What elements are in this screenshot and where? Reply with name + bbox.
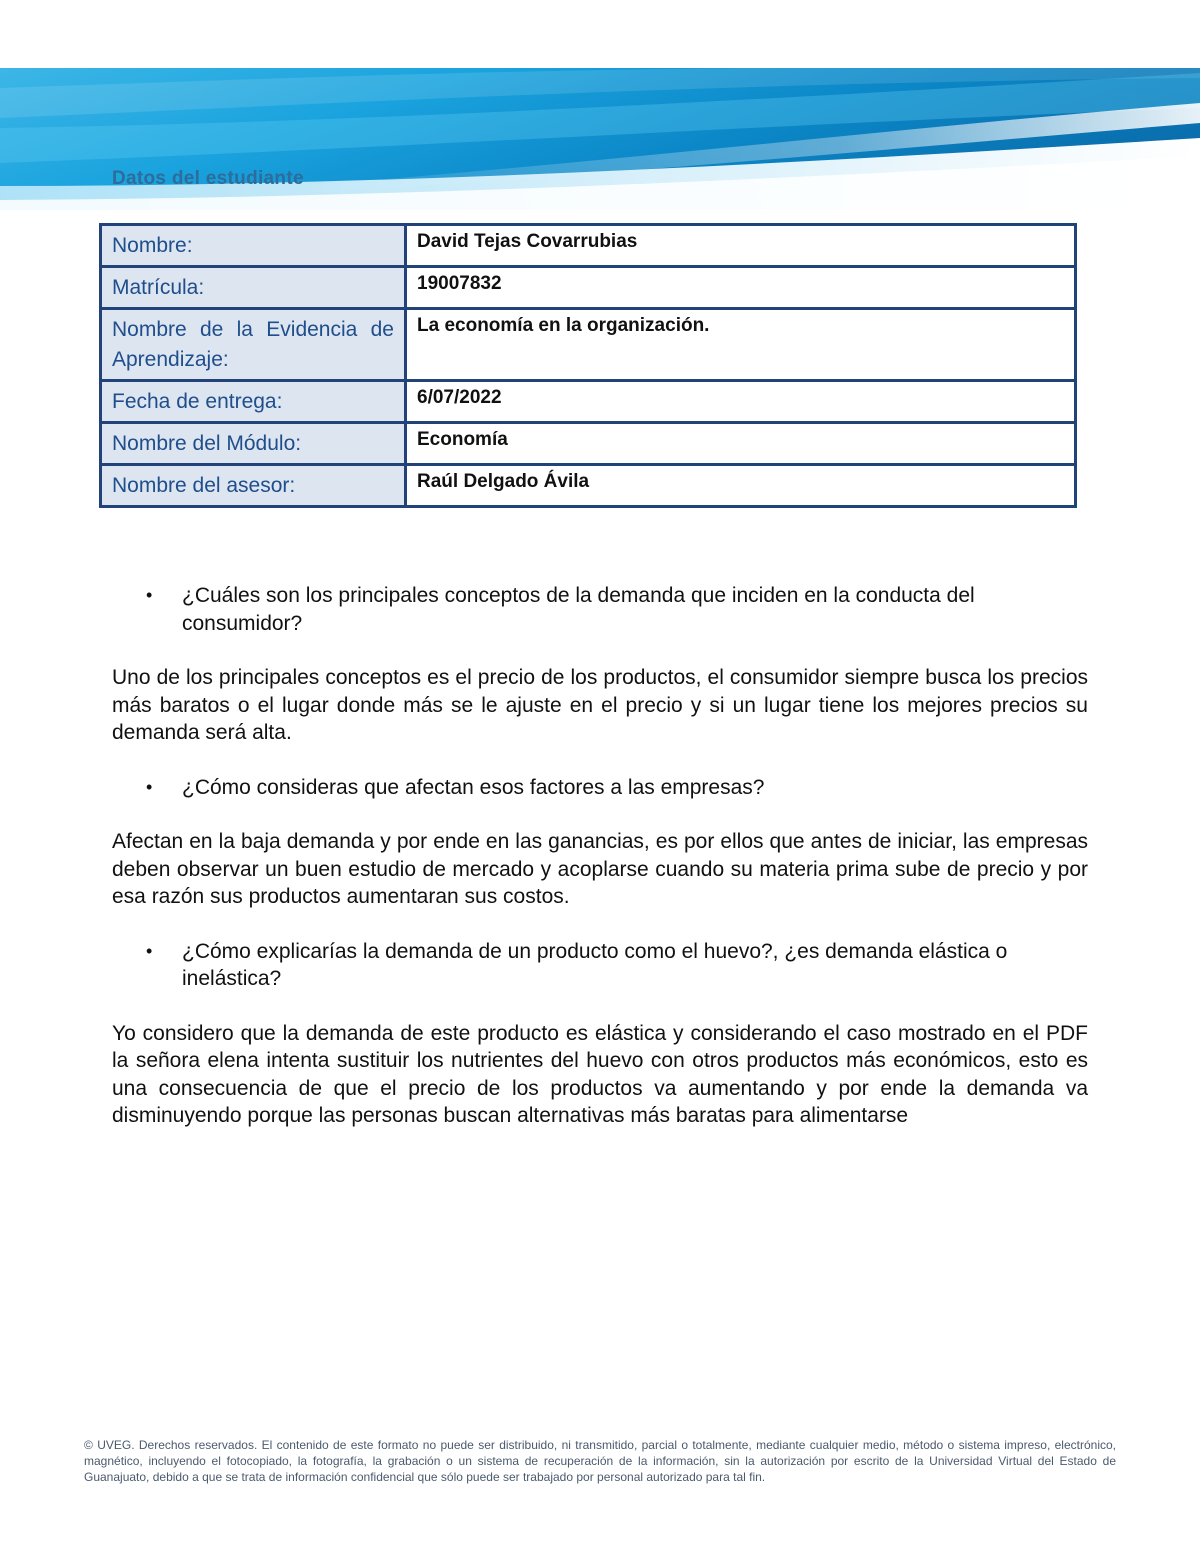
due-date-value: 6/07/2022 — [406, 381, 1076, 423]
student-data-table — [99, 223, 1077, 508]
copyright-footer: © UVEG. Derechos reservados. El contenido de este formato no puede ser distribuido, ni transmitido, parcial o totalmente, mediante cualquier medio, método o sistema impreso, electrónico, magnético, incluyendo el fotocopiado, la fotografía, la grabación o un sistema de recuperación de la información, sin la autorización por escrito de la Universidad Virtual del Estado de Guanajuato, debido a que se trata de información confidencial que sólo puede ser trabajado por personal autorizado para tal fin. — [84, 1438, 1116, 1484]
table-row — [101, 267, 1076, 309]
answer-1: Uno de los principales conceptos es el precio de los productos, el consumidor siempre busca los precios más baratos o el lugar donde más se le ajuste en el precio y si un lugar tiene los mejores precios su demanda será alta. — [112, 666, 1088, 744]
question-3-text: ¿Cómo explicarías la demanda de un producto como el huevo?, ¿es demanda elástica o inelástica? — [182, 939, 1008, 990]
question-2 — [112, 774, 1088, 802]
question-2-text: ¿Cómo consideras que afectan esos factores a las empresas? — [182, 775, 765, 799]
evidence-name-value: La economía en la organización. — [406, 309, 1076, 381]
table-row — [101, 309, 1076, 381]
answer-3: Yo considero que la demanda de este producto es elástica y considerando el caso mostrado en el PDF la señora elena intenta sustituir los nutrientes del huevo con otros productos más económicos, esto es una consecuencia de que el precio de los productos va aumentando y por ende la demanda va disminuyendo porque las personas buscan alternativas más baratas para alimentarse — [112, 1021, 1088, 1127]
bullet-icon: • — [146, 776, 153, 797]
bullet-icon: • — [146, 940, 153, 961]
question-1 — [112, 582, 1088, 637]
question-1-text: ¿Cuáles son los principales conceptos de la demanda que inciden en la conducta del consumidor? — [182, 584, 975, 635]
evidence-name-label: Nombre de la Evidencia de Aprendizaje: — [101, 309, 406, 381]
question-3 — [112, 938, 1088, 993]
answer-2: Afectan en la baja demanda y por ende en las ganancias, es por ellos que antes de iniciar, las empresas deben observar un buen estudio de mercado y acoplarse cuando su materia prima sube de precio y por esa razón sus productos aumentaran sus costos. — [112, 830, 1088, 908]
table-row — [101, 423, 1076, 465]
bullet-icon: • — [146, 585, 153, 605]
matricula-label: Matrícula: — [101, 267, 406, 309]
table-row — [101, 465, 1076, 507]
table-row — [101, 225, 1076, 267]
document-body — [112, 582, 1088, 1130]
matricula-value: 19007832 — [406, 267, 1076, 309]
header-banner — [0, 68, 1200, 218]
name-value: David Tejas Covarrubias — [406, 225, 1076, 267]
module-name-label: Nombre del Módulo: — [101, 423, 406, 465]
name-label: Nombre: — [101, 225, 406, 267]
advisor-name-label: Nombre del asesor: — [101, 465, 406, 507]
due-date-label: Fecha de entrega: — [101, 381, 406, 423]
table-row — [101, 381, 1076, 423]
section-title: Datos del estudiante — [112, 168, 304, 189]
module-name-value: Economía — [406, 423, 1076, 465]
banner-graphic — [0, 68, 1200, 218]
advisor-name-value: Raúl Delgado Ávila — [406, 465, 1076, 507]
